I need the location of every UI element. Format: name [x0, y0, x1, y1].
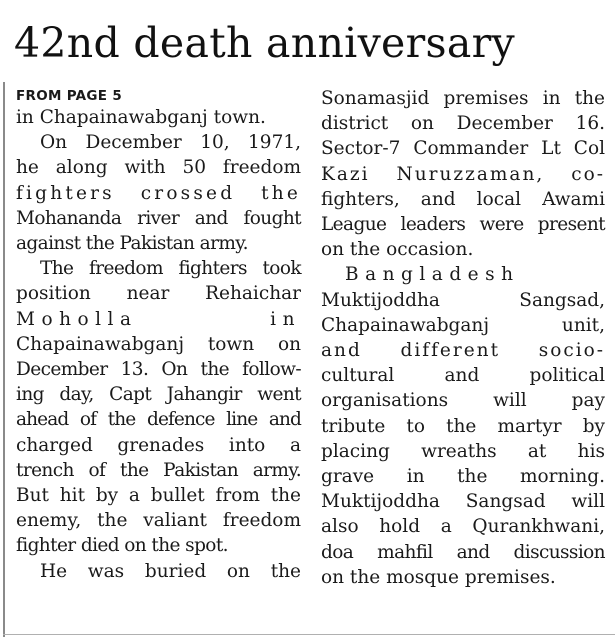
text-line: But hit by a bullet from the: [16, 485, 301, 507]
text-line: position near Rehaichar: [16, 283, 301, 305]
text-line: he along with 50 freedom: [16, 157, 301, 179]
text-line: charged grenades into a: [16, 434, 301, 456]
text-line: Chapainawabganj unit,: [321, 314, 605, 336]
text-line: League leaders were present: [321, 214, 605, 236]
text-line: and different socio-: [321, 340, 605, 362]
text-line: fighter died on the spot.: [16, 535, 228, 557]
text-line: doa mahfil and discussion: [321, 541, 605, 563]
text-line: ahead of the defence line and: [16, 409, 301, 431]
text-line: Sonamasjid premises in the: [321, 88, 605, 109]
text-line: Muktijoddha Sangsad will: [321, 491, 605, 513]
text-line: fighters crossed the: [16, 182, 301, 204]
text-line: against the Pakistan army.: [16, 233, 248, 255]
text-line: on the occasion.: [321, 239, 474, 261]
text-line: also hold a Qurankhwani,: [321, 516, 605, 538]
text-line: Sector-7 Commander Lt Col: [321, 138, 605, 160]
text-line: organisations will pay: [321, 390, 605, 412]
text-line: trench of the Pakistan army.: [16, 459, 301, 481]
text-line: on the mosque premises.: [321, 566, 556, 588]
text-line: Moholla in: [16, 308, 301, 330]
text-line: fighters, and local Awami: [321, 188, 605, 210]
text-line: The freedom fighters took: [40, 258, 301, 280]
jump-label: FROM PAGE 5: [16, 88, 123, 104]
text-line: in Chapainawabganj town.: [16, 107, 266, 128]
text-line: district on December 16.: [321, 113, 605, 135]
text-line: Bangladesh: [345, 264, 520, 286]
article-column-left: [16, 86, 301, 584]
text-line: Mohananda river and fought: [16, 207, 301, 229]
article-column-right: [321, 86, 605, 590]
text-line: cultural and political: [321, 365, 605, 387]
headline: 42nd death anniversary: [14, 19, 515, 67]
text-line: On December 10, 1971,: [40, 132, 301, 154]
text-line: grave in the morning.: [321, 466, 605, 488]
text-line: tribute to the martyr by: [321, 415, 605, 437]
bottom-border-rule: [3, 634, 615, 635]
text-line: December 13. On the follow-: [16, 359, 301, 381]
text-line: ing day, Capt Jahangir went: [16, 384, 301, 406]
text-line: enemy, the valiant freedom: [16, 510, 301, 532]
left-border-rule: [3, 82, 5, 637]
text-line: Chapainawabganj town on: [16, 333, 301, 355]
text-line: Kazi Nuruzzaman, co-: [321, 163, 605, 185]
text-line: Muktijoddha Sangsad,: [321, 289, 605, 311]
text-line: placing wreaths at his: [321, 440, 605, 462]
text-line: He was buried on the: [40, 560, 301, 582]
